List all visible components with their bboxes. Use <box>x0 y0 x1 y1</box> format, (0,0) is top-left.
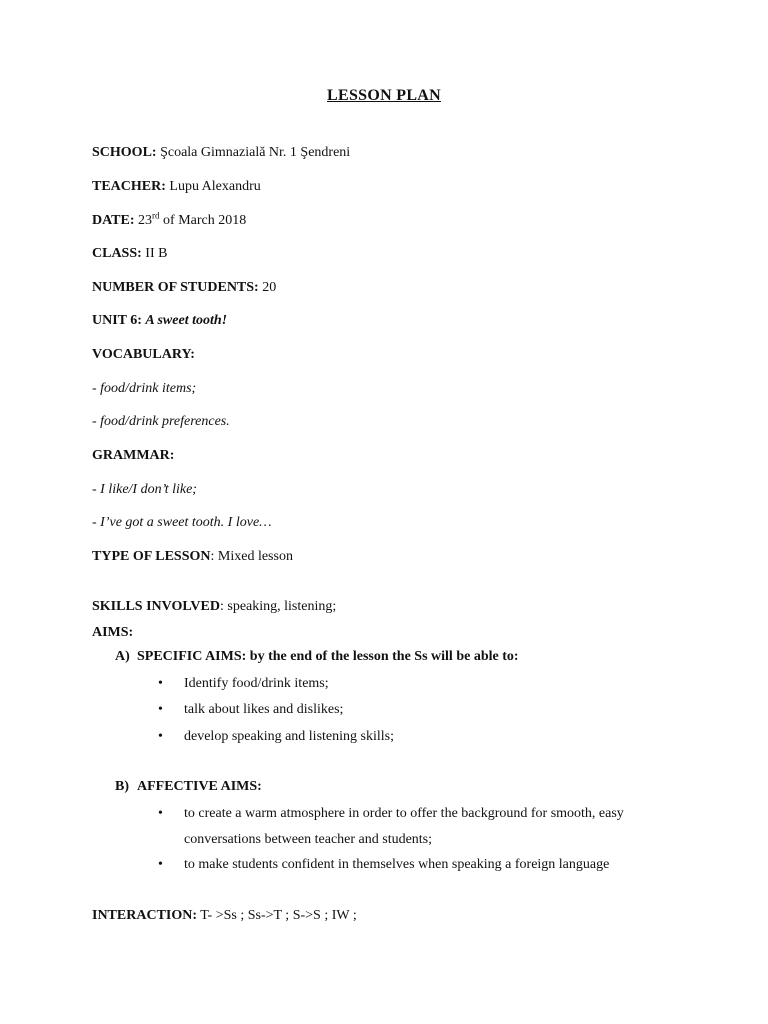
class-line <box>92 245 167 263</box>
date-rest: of March 2018 <box>159 213 247 228</box>
bullet-icon: • <box>158 702 163 717</box>
affective-aims-letter: B) <box>115 779 129 794</box>
bullet-icon: • <box>158 729 163 744</box>
specific-aim-text: talk about likes and dislikes; <box>184 702 344 717</box>
students-label: NUMBER OF STUDENTS: <box>92 280 259 295</box>
teacher-line <box>92 178 261 196</box>
interaction-line <box>92 907 357 925</box>
school-value: Şcoala Gimnazială Nr. 1 Şendreni <box>160 145 351 160</box>
date-label: DATE: <box>92 213 135 228</box>
unit-label: UNIT 6: <box>92 313 142 328</box>
affective-aim-text: conversations between teacher and students; <box>184 832 433 847</box>
skills-line <box>92 598 336 616</box>
bullet-icon: • <box>158 857 163 872</box>
class-value: II B <box>145 246 168 261</box>
vocabulary-item: - food/drink preferences. <box>92 414 230 429</box>
aims-label: AIMS: <box>92 625 134 640</box>
interaction-value: T- >Ss ; Ss->T ; S->S ; IW ; <box>197 908 357 923</box>
date-suffix: rd <box>152 210 160 221</box>
students-line <box>92 279 276 297</box>
affective-aim-text: to make students confident in themselves when speaking a foreign language <box>184 857 610 872</box>
specific-aim-text: develop speaking and listening skills; <box>184 729 394 744</box>
lesson-type-value: : Mixed lesson <box>210 549 293 564</box>
affective-aim-text: to create a warm atmosphere in order to offer the background for smooth, easy <box>184 806 624 821</box>
school-label: SCHOOL: <box>92 145 157 160</box>
skills-value: : speaking, listening; <box>219 599 337 614</box>
interaction-label: INTERACTION: <box>92 908 198 923</box>
lesson-type-line <box>92 548 293 566</box>
specific-aim-text: Identify food/drink items; <box>184 676 329 691</box>
specific-aims-label: SPECIFIC AIMS: by the end of the lesson the Ss will be able to: <box>137 649 519 664</box>
unit-line <box>92 312 227 330</box>
vocabulary-label: VOCABULARY: <box>92 347 195 362</box>
teacher-value: Lupu Alexandru <box>169 179 261 194</box>
bullet-icon: • <box>158 806 163 821</box>
students-value: 20 <box>262 280 277 295</box>
date-day: 23 <box>138 213 153 228</box>
page-title: LESSON PLAN <box>327 87 441 104</box>
vocabulary-item: - food/drink items; <box>92 381 197 396</box>
bullet-icon: • <box>158 676 163 691</box>
grammar-item: - I’ve got a sweet tooth. I love… <box>92 515 272 530</box>
grammar-label: GRAMMAR: <box>92 448 175 463</box>
lesson-type-label: TYPE OF LESSON <box>92 549 211 564</box>
skills-label: SKILLS INVOLVED <box>92 599 220 614</box>
unit-value: A sweet tooth! <box>145 313 228 328</box>
date-line <box>92 212 246 230</box>
teacher-label: TEACHER: <box>92 179 166 194</box>
specific-aims-letter: A) <box>115 649 130 664</box>
class-label: CLASS: <box>92 246 142 261</box>
affective-aims-heading <box>115 778 262 796</box>
school-line <box>92 144 350 162</box>
grammar-item: - I like/I don’t like; <box>92 482 197 497</box>
specific-aims-heading <box>115 648 519 666</box>
affective-aims-label: AFFECTIVE AIMS: <box>137 779 262 794</box>
